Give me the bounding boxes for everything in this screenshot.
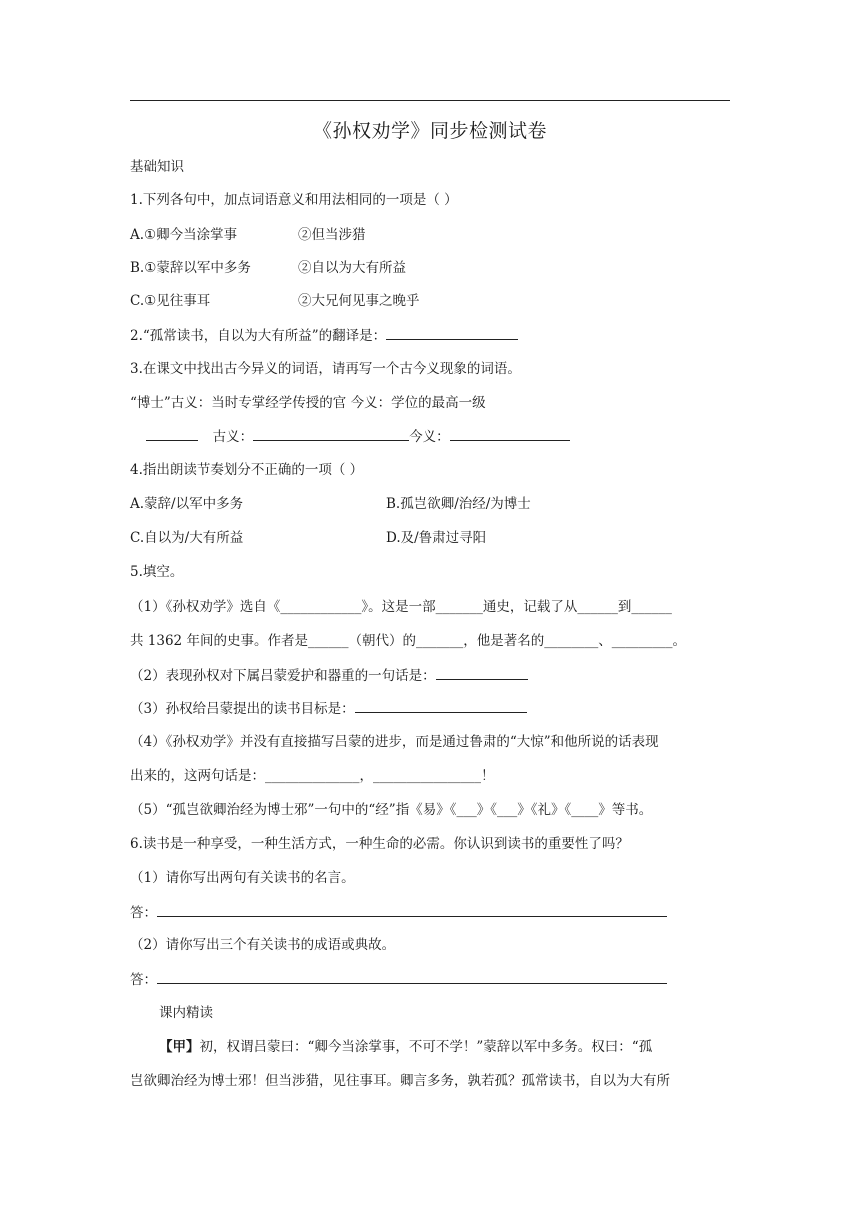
q5-part-3 — [130, 698, 527, 719]
question-2 — [130, 325, 518, 346]
answer-blank[interactable] — [253, 426, 409, 441]
q6-sub-1: （1）请你写出两句有关读书的名言。 — [130, 870, 355, 886]
question-1-stem: 1.下列各句中，加点词语意义和用法相同的一项是（ ） — [130, 192, 458, 208]
answer-label: 答： — [130, 905, 157, 921]
question-6-stem: 6.读书是一种享受，一种生活方式，一种生命的必需。你认识到读书的重要性了吗？ — [130, 836, 629, 852]
q3-answer-row — [146, 426, 570, 447]
q5-part-5: （5）“孤岂欲卿治经为博士邪”一句中的“经”指《易》《___》《___》《礼》《____》等书。 — [130, 802, 653, 818]
q5-part-4-line-2: 出来的，这两句话是：______________，________________！ — [130, 768, 495, 784]
question-2-stem: 2.“孤常读书，自以为大有所益”的翻译是： — [130, 328, 387, 344]
q1-option-a-2: ②但当涉猎 — [298, 227, 366, 243]
q4-option-c: C.自以为/大有所益 — [130, 530, 244, 546]
answer-blank[interactable] — [146, 426, 198, 441]
q6-sub-2: （2）请你写出三个有关读书的成语或典故。 — [130, 937, 396, 953]
answer-blank[interactable] — [355, 698, 527, 713]
question-4-stem: 4.指出朗读节奏划分不正确的一项（ ） — [130, 462, 364, 478]
q5-part-2-text: （2）表现孙权对下属吕蒙爱护和器重的一句话是： — [130, 668, 436, 684]
passage-tag: 【甲】 — [159, 1039, 200, 1055]
passage-line-2: 岂欲卿治经为博士邪！但当涉猎，见往事耳。卿言多务，孰若孤？孤常读书，自以为大有所 — [130, 1073, 670, 1089]
question-5-stem: 5.填空。 — [130, 564, 184, 580]
passage-line-1 — [159, 1037, 652, 1057]
q5-part-1-line-2: 共 1362 年间的史事。作者是______（朝代）的_______，他是著名的________、_________。 — [130, 633, 686, 649]
q3-jin-label: 今义： — [409, 429, 450, 445]
answer-label: 答： — [130, 972, 157, 988]
q3-example: “博士”古义：当时专掌经学传授的官 今义：学位的最高一级 — [130, 395, 486, 411]
q1-option-b-1: B.①蒙辞以军中多务 — [130, 260, 251, 276]
q1-option-b-2: ②自以为大有所益 — [298, 260, 406, 276]
passage-text-1: 初，权谓吕蒙曰：“卿今当涂掌事，不可不学！”蒙辞以军中多务。权曰：“孤 — [199, 1039, 653, 1055]
header-rule — [130, 100, 730, 101]
section-heading-reading: 课内精读 — [159, 1005, 213, 1021]
answer-blank[interactable] — [436, 665, 528, 680]
answer-blank[interactable] — [450, 426, 570, 441]
section-heading-basics: 基础知识 — [130, 159, 184, 175]
q6-answer-1 — [130, 902, 667, 923]
q4-option-d: D.及/鲁肃过寻阳 — [386, 530, 487, 546]
question-3-stem: 3.在课文中找出古今异义的词语，请再写一个古今义现象的词语。 — [130, 361, 521, 377]
q3-gu-label: 古义： — [212, 429, 254, 445]
q6-answer-2 — [130, 969, 667, 990]
q5-part-1-line-1: （1）《孙权劝学》选自《____________》。这是一部_______通史，记载了从______到______ — [130, 599, 672, 615]
answer-blank[interactable] — [386, 325, 518, 340]
answer-blank[interactable] — [157, 902, 667, 917]
q5-part-4-line-1: （4）《孙权劝学》并没有直接描写吕蒙的进步，而是通过鲁肃的“大惊”和他所说的话表现 — [130, 734, 659, 750]
answer-blank[interactable] — [157, 969, 667, 984]
q1-option-c-1: C.①见往事耳 — [130, 293, 211, 309]
q4-option-a: A.蒙辞/以军中多务 — [130, 496, 244, 512]
page-title: 《孙权劝学》同步检测试卷 — [312, 120, 547, 142]
q4-option-b: B.孤岂欲卿/治经/为博士 — [386, 496, 531, 512]
q5-part-2 — [130, 665, 528, 686]
q5-part-3-text: （3）孙权给吕蒙提出的读书目标是： — [130, 701, 355, 717]
q1-option-c-2: ②大兄何见事之晚乎 — [298, 293, 420, 309]
q1-option-a-1: A.①卿今当涂掌事 — [130, 227, 238, 243]
